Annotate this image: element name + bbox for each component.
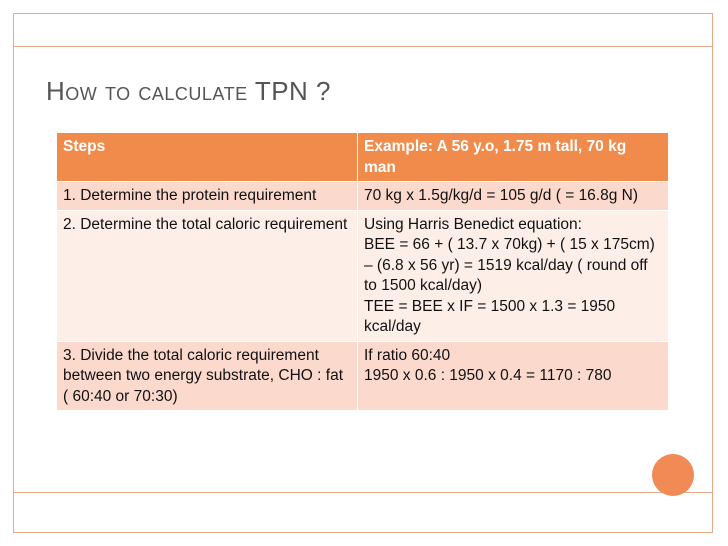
table-row bbox=[57, 341, 669, 411]
slide-title: How to calculate TPN ? bbox=[46, 76, 332, 106]
example-line: Using Harris Benedict equation: bbox=[364, 215, 582, 233]
step-cell: 2. Determine the total caloric requirement bbox=[57, 210, 358, 341]
top-rule bbox=[13, 46, 713, 47]
step-cell: 1. Determine the protein requirement bbox=[57, 182, 358, 211]
tpn-table bbox=[56, 132, 669, 411]
table-header-row bbox=[57, 133, 669, 182]
example-line: If ratio 60:40 bbox=[364, 346, 451, 364]
example-line: 70 kg x 1.5g/kg/d = 105 g/d ( = 16.8g N) bbox=[364, 187, 639, 204]
example-line: 1950 x 0.6 : 1950 x 0.4 = 1170 : 780 bbox=[364, 367, 612, 384]
example-cell bbox=[358, 341, 669, 411]
header-steps: Steps bbox=[57, 133, 358, 182]
table-row bbox=[57, 182, 669, 211]
header-example: Example: A 56 y.o, 1.75 m tall, 70 kg man bbox=[358, 133, 669, 182]
example-line: TEE = BEE x IF = 1500 x 1.3 = 1950 kcal/day bbox=[364, 297, 616, 335]
example-cell bbox=[358, 182, 669, 211]
step-cell: 3. Divide the total caloric requirement between two energy substrate, CHO : fat ( 60:40 or 70:30) bbox=[57, 341, 358, 411]
example-cell bbox=[358, 210, 669, 341]
bottom-rule bbox=[13, 492, 713, 493]
example-line: BEE = 66 + ( 13.7 x 70kg) + ( 15 x 175cm) – (6.8 x 56 yr) = 1519 kcal/day ( round off to 1500 kcal/day) bbox=[364, 236, 655, 294]
table-row bbox=[57, 210, 669, 341]
decorative-circle bbox=[652, 454, 694, 496]
